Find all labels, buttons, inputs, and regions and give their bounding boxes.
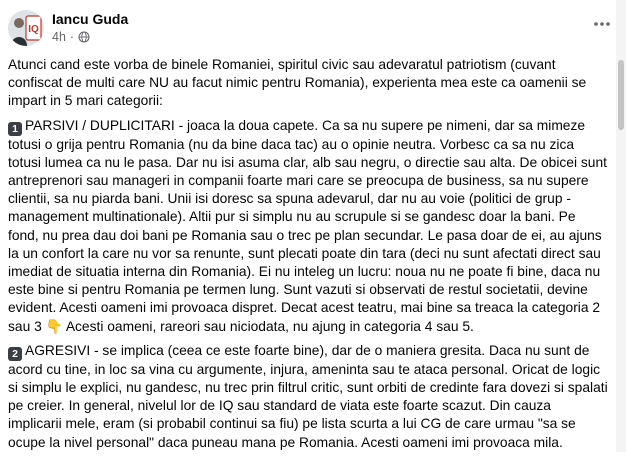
post-section-1 (8, 117, 608, 336)
scrollbar[interactable] (616, 0, 626, 452)
profile-photo-icon (8, 10, 44, 46)
post-intro: Atunci cand este vorba de binele Romaniei, spiritul civic sau adevaratul patriotism (cuvant confiscat de multi care NU au facut nimic pentru Romania), experienta mea este ca oamenii se impart in 5 mari categorii: (8, 57, 587, 109)
post-time[interactable]: 4h (52, 30, 66, 44)
post-meta (52, 30, 90, 44)
svg-text:IQ: IQ (28, 24, 39, 35)
section-2-text: AGRESIVI - se implica (ceea ce este foarte bine), dar de o maniera gresita. Daca nu sunt de acord cu tine, in loc sa vina cu argumente, injura, ameninta sau te ataca personal. Oricat de logic si simplu le explici, nu gandesc, nu trec prin filtrul critic, sunt orbiti de credinte fara dovezi si spalati pe creier. In general, nivelul lor de IQ sau standard de viata este foarte scazut. Din cauza implicarii mele, eram (si probabil continui sa fiu) pe lista scurta a lui CG de care urmau "sa se ocupe la nivel personal" daca puneau mana pe Romania. Acesti oameni imi provoaca mila. (8, 342, 608, 450)
post-body (8, 56, 608, 458)
section-1-text: PARSIVI / DUPLICITARI - joaca la doua capete. Ca sa nu supere pe nimeni, dar sa mimeze totusi o grija pentru Romania (nu da bine daca tac) au o opinie neutra. Vorbesc ca sa nu zica totusi lumea ca nu le pasa. Dar nu isi asuma clar, alb sau negru, o directie sau alta. De obicei sunt antreprenori sau manageri in companii foarte mari care se preocupa de business, sa nu supere clientii, sa nu piarda bani. Unii isi doresc sa spuna adevarul, dar nu au voie (politici de grup - management multinationale). Altii pur si simplu nu au scrupule si se gandesc doar la bani. Pe fond, nu prea dau doi bani pe Romania sau o trec pe plan secundar. Le pasa doar de ei, au ajuns la un confort la care nu vor sa renunte, sunt plecati poate din tara (deci nu sunt afectati direct sau imediat de situatia interna din Romania). Ei nu inteleg un lucru: noua nu ne poate fi bine, daca nu este bine si pentru Romania pe termen lung. Sunt vazuti si observati de restul societatii, devine evident. Acesti oameni imi provoaca dispret. Decat acest teatru, mai bine sa treaca la categoria 2 sau 3 👇 Acesti oameni, rareori sau niciodata, nu ajung in categoria 4 sau 5. (8, 117, 607, 334)
separator-dot: · (69, 30, 75, 44)
post-section-2 (8, 342, 608, 452)
number-badge-2: 2 (8, 347, 22, 361)
number-badge-1: 1 (8, 122, 22, 136)
globe-icon (78, 31, 90, 43)
author-name[interactable]: Iancu Guda (52, 11, 129, 27)
scrollbar-thumb[interactable] (618, 60, 624, 130)
more-horizontal-icon (594, 22, 610, 26)
avatar[interactable] (8, 10, 44, 46)
post-header (8, 6, 618, 50)
more-options-button[interactable] (590, 14, 614, 34)
